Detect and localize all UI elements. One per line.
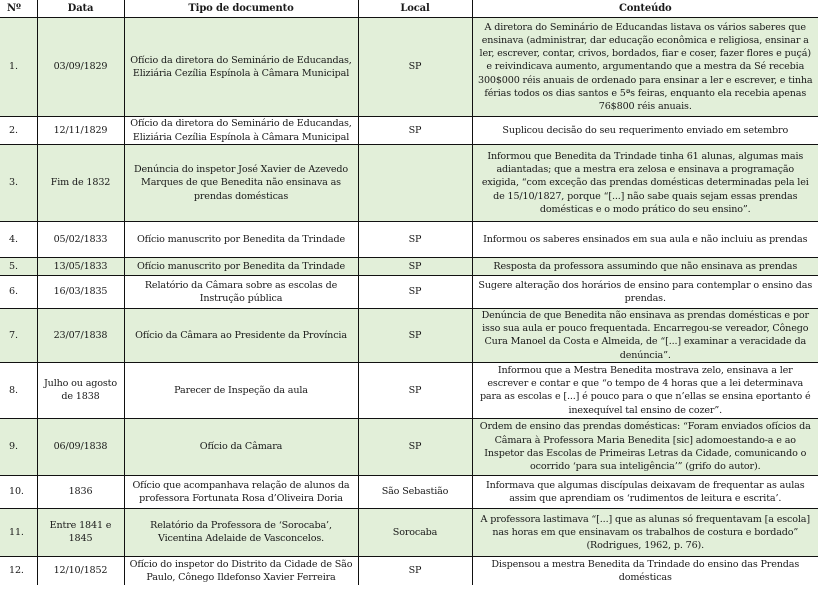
table-row <box>0 418 818 475</box>
cell-num: 5. <box>0 258 37 276</box>
cell-content: Informou que a Mestra Benedita mostrava zelo, ensinava a ler escrever e contar e que “o tempo de 4 horas que a lei determinava para as escolas e [...] é pouco para o que n’ellas se ensina eportanto é inexequível tal ensino de cozer”. <box>472 362 818 418</box>
cell-num: 9. <box>0 418 37 475</box>
cell-content: Informava que algumas discípulas deixavam de frequentar as aulas assim que aprendiam os ‘rudimentos de leitura e escrita’. <box>472 475 818 508</box>
cell-local: SP <box>358 18 472 117</box>
table-row <box>0 117 818 145</box>
cell-num: 7. <box>0 309 37 363</box>
cell-type: Ofício da diretora do Seminário de Educandas, Eliziária Cezília Espínola à Câmara Municipal <box>124 18 358 117</box>
cell-content: Informou os saberes ensinados em sua aula e não incluiu as prendas <box>472 222 818 258</box>
table-row <box>0 362 818 418</box>
cell-type: Ofício que acompanhava relação de alunos da professora Fortunata Rosa d’Oliveira Doria <box>124 475 358 508</box>
cell-date: 23/07/1838 <box>37 309 124 363</box>
cell-content: A professora lastimava “[...] que as alunas só frequentavam [a escola] nas horas em que ensinavam os trabalhos de costura e bordado” (Rodrigues, 1962, p. 76). <box>472 508 818 556</box>
table-row <box>0 309 818 363</box>
cell-content: Denúncia de que Benedita não ensinava as prendas domésticas e por isso sua aula er pouco frequentada. Encarregou-se vereador, Cônego Cura Manoel da Costa e Almeida, de “[...] examinar a veracidade da denúncia”. <box>472 309 818 363</box>
cell-type: Ofício da Câmara <box>124 418 358 475</box>
cell-num: 12. <box>0 556 37 585</box>
header-local: Local <box>358 0 472 18</box>
table-row <box>0 222 818 258</box>
cell-num: 10. <box>0 475 37 508</box>
cell-type: Denúncia do inspetor José Xavier de Azevedo Marques de que Benedita não ensinava as prendas domésticas <box>124 145 358 222</box>
cell-num: 2. <box>0 117 37 145</box>
cell-date: 06/09/1838 <box>37 418 124 475</box>
cell-date: Fim de 1832 <box>37 145 124 222</box>
cell-local: SP <box>358 276 472 309</box>
header-num: Nº <box>0 0 37 18</box>
cell-num: 6. <box>0 276 37 309</box>
cell-num: 8. <box>0 362 37 418</box>
table-row <box>0 145 818 222</box>
cell-local: SP <box>358 556 472 585</box>
cell-content: Informou que Benedita da Trindade tinha 61 alunas, algumas mais adiantadas; que a mestra era zelosa e ensinava a programação exigida, “com exceção das prendas domésticas determinadas pela lei de 15/10/1827, porque “[...] não sabe quais sejam essas prendas domésticas e o modo prático do seu ensino”. <box>472 145 818 222</box>
cell-local: SP <box>358 258 472 276</box>
header-type: Tipo de documento <box>124 0 358 18</box>
table-header-row <box>0 0 818 18</box>
table-row <box>0 276 818 309</box>
cell-content: Ordem de ensino das prendas domésticas: “Foram enviados ofícios da Câmara à Professora Maria Benedita [sic] adomoestando-a e ao Inspetor das Escolas de Primeiras Letras da Cidade, comunicando o ocorrido ‘para sua inteligência’” (grifo do autor). <box>472 418 818 475</box>
cell-content: Dispensou a mestra Benedita da Trindade do ensino das Prendas domésticas <box>472 556 818 585</box>
cell-content: Resposta da professora assumindo que não ensinava as prendas <box>472 258 818 276</box>
cell-num: 4. <box>0 222 37 258</box>
cell-num: 11. <box>0 508 37 556</box>
cell-date: 16/03/1835 <box>37 276 124 309</box>
cell-content: Suplicou decisão do seu requerimento enviado em setembro <box>472 117 818 145</box>
cell-date: Julho ou agosto de 1838 <box>37 362 124 418</box>
cell-local <box>358 145 472 222</box>
cell-local: SP <box>358 309 472 363</box>
cell-local: São Sebastião <box>358 475 472 508</box>
cell-local: Sorocaba <box>358 508 472 556</box>
cell-local: SP <box>358 222 472 258</box>
cell-type: Parecer de Inspeção da aula <box>124 362 358 418</box>
cell-num: 3. <box>0 145 37 222</box>
cell-type: Relatório da Câmara sobre as escolas de Instrução pública <box>124 276 358 309</box>
table-row <box>0 556 818 585</box>
table-row <box>0 18 818 117</box>
cell-content: Sugere alteração dos horários de ensino para contemplar o ensino das prendas. <box>472 276 818 309</box>
cell-date: Entre 1841 e 1845 <box>37 508 124 556</box>
cell-local: SP <box>358 117 472 145</box>
table-row <box>0 475 818 508</box>
cell-content: A diretora do Seminário de Educandas listava os vários saberes que ensinava (administrar, dar educação econômica e religiosa, ensinar a ler, escrever, contar, crivos, bordados, fiar e coser, fazer flores e puçá) e reivindicava aumento, argumentando que a mestra da Sé recebia 300$000 réis anuais de ordenado para ensinar a ler e escrever, e tinha férias todos os dias santos e 5ªs feiras, enquanto ela recebia apenas 76$800 réis anuais. <box>472 18 818 117</box>
cell-type: Ofício manuscrito por Benedita da Trindade <box>124 258 358 276</box>
cell-date: 13/05/1833 <box>37 258 124 276</box>
table-row <box>0 508 818 556</box>
cell-date: 03/09/1829 <box>37 18 124 117</box>
header-content: Conteúdo <box>472 0 818 18</box>
cell-date: 1836 <box>37 475 124 508</box>
cell-date: 12/10/1852 <box>37 556 124 585</box>
cell-local: SP <box>358 418 472 475</box>
cell-type: Ofício da Câmara ao Presidente da Província <box>124 309 358 363</box>
cell-local: SP <box>358 362 472 418</box>
header-date: Data <box>37 0 124 18</box>
cell-num: 1. <box>0 18 37 117</box>
cell-type: Relatório da Professora de ‘Sorocaba’, Vicentina Adelaide de Vasconcelos. <box>124 508 358 556</box>
cell-type: Ofício do inspetor do Distrito da Cidade de São Paulo, Cônego Ildefonso Xavier Ferreira <box>124 556 358 585</box>
cell-type: Ofício manuscrito por Benedita da Trindade <box>124 222 358 258</box>
cell-date: 12/11/1829 <box>37 117 124 145</box>
table-row <box>0 258 818 276</box>
cell-date: 05/02/1833 <box>37 222 124 258</box>
cell-type: Ofício da diretora do Seminário de Educandas, Eliziária Cezília Espínola à Câmara Municipal <box>124 117 358 145</box>
